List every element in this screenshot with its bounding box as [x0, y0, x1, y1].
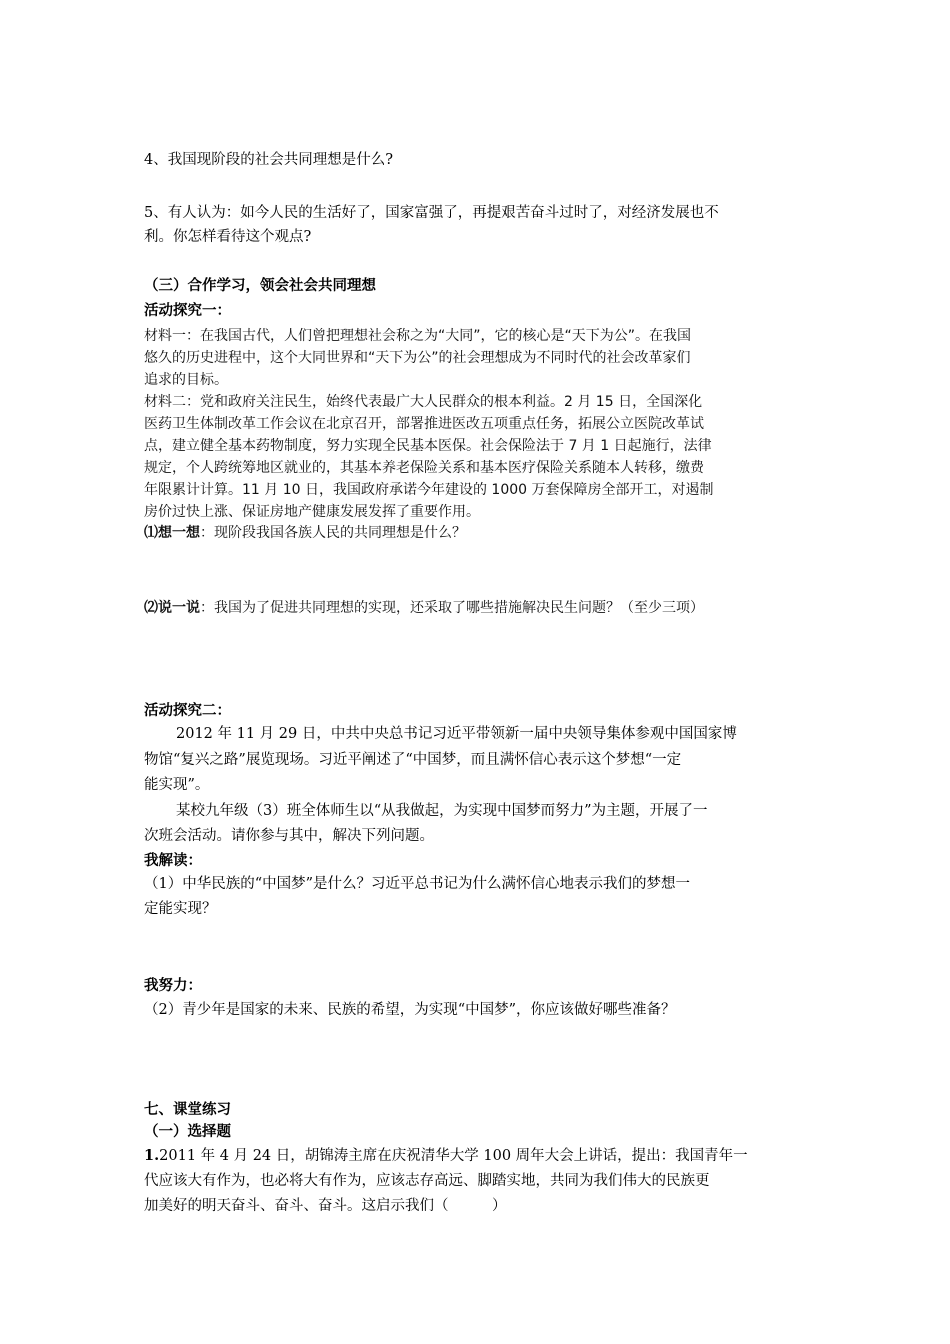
- activity-1-question-1: [144, 523, 466, 543]
- material-line: 悠久的历史进程中，这个大同世界和“天下为公”的社会理想成为不同时代的社会改革家们: [144, 350, 691, 366]
- material-line: 点，建立健全基本药物制度，努力实现全民基本医保。社会保险法于 7 月 1 日起施行，法律: [144, 438, 712, 454]
- material-line: 医药卫生体制改革工作会议在北京召开，部署推进医改五项重点任务，拓展公立医院改革试: [144, 416, 704, 432]
- choice-question-1-line-1: [144, 1146, 748, 1166]
- question-2-label: ⑵说一说: [144, 600, 200, 616]
- interpret-question-line-2: 定能实现？: [144, 901, 217, 917]
- activity-2-paragraph-2-line-2: 次班会活动。请你参与其中，解决下列问题。: [144, 828, 434, 844]
- activity-2-paragraph-1-line-2: 物馆“复兴之路”展览现场。习近平阐述了“中国梦，而且满怀信心表示这个梦想“一定: [144, 752, 682, 768]
- choice-question-1-number: 1.: [144, 1147, 160, 1164]
- material-line: 房价过快上涨、保证房地产健康发展发挥了重要作用。: [144, 504, 480, 520]
- activity-2-paragraph-2-line-1: 某校九年级（3）班全体师生以“从我做起，为实现中国梦而努力”为主题，开展了一: [176, 803, 708, 819]
- activity-2-paragraph-1-line-3: 能实现”。: [144, 777, 210, 793]
- material-line: 年限累计计算。11 月 10 日，我国政府承诺今年建设的 1000 万套保障房全部开工，对遏制: [144, 482, 714, 498]
- effort-question: （2）青少年是国家的未来、民族的希望，为实现“中国梦”，你应该做好哪些准备？: [144, 1002, 676, 1018]
- question-5-line-1: 5、有人认为：如今人民的生活好了，国家富强了，再提艰苦奋斗过时了，对经济发展也不: [144, 205, 719, 221]
- activity-2-title: 活动探究二：: [144, 702, 231, 719]
- question-1-label: ⑴想一想: [144, 525, 200, 541]
- question-4: 4、我国现阶段的社会共同理想是什么?: [144, 152, 393, 168]
- material-line: 材料一：在我国古代，人们曾把理想社会称之为“大同”，它的核心是“天下为公”。在我国: [144, 328, 692, 344]
- section-3-title: （三）合作学习，领会社会共同理想: [144, 277, 376, 294]
- choice-question-1-line-3: 加美好的明天奋斗、奋斗、奋斗。这启示我们（ ）: [144, 1198, 507, 1214]
- material-line: 追求的目标。: [144, 372, 228, 388]
- choice-title: （一）选择题: [144, 1123, 231, 1140]
- section-7-title: 七、课堂练习: [144, 1101, 231, 1118]
- material-line: 材料二：党和政府关注民生，始终代表最广大人民群众的根本利益。2 月 15 日，全国深化: [144, 394, 703, 410]
- question-2-text: ：我国为了促进共同理想的实现，还采取了哪些措施解决民生问题？（至少三项）: [200, 600, 704, 616]
- activity-2-paragraph-1-line-1: 2012 年 11 月 29 日，中共中央总书记习近平带领新一届中央领导集体参观中国国家博: [176, 726, 737, 742]
- activity-1-title: 活动探究一：: [144, 302, 231, 319]
- material-box: [140, 322, 810, 544]
- effort-title: 我努力：: [144, 977, 202, 994]
- interpret-title: 我解读：: [144, 852, 202, 869]
- question-1-text: ：现阶段我国各族人民的共同理想是什么？: [200, 525, 466, 541]
- interpret-question-line-1: （1）中华民族的“中国梦”是什么？习近平总书记为什么满怀信心地表示我们的梦想一: [144, 876, 691, 892]
- choice-question-1-text: 2011 年 4 月 24 日，胡锦涛主席在庆祝清华大学 100 周年大会上讲话，提出：我国青年一: [159, 1148, 748, 1164]
- activity-1-question-2: [144, 598, 704, 618]
- choice-question-1-line-2: 代应该大有作为，也必将大有作为，应该志存高远、脚踏实地，共同为我们伟大的民族更: [144, 1173, 710, 1189]
- material-line: 规定，个人跨统筹地区就业的，其基本养老保险关系和基本医疗保险关系随本人转移，缴费: [144, 460, 704, 476]
- question-5-line-2: 利。你怎样看待这个观点?: [144, 229, 312, 245]
